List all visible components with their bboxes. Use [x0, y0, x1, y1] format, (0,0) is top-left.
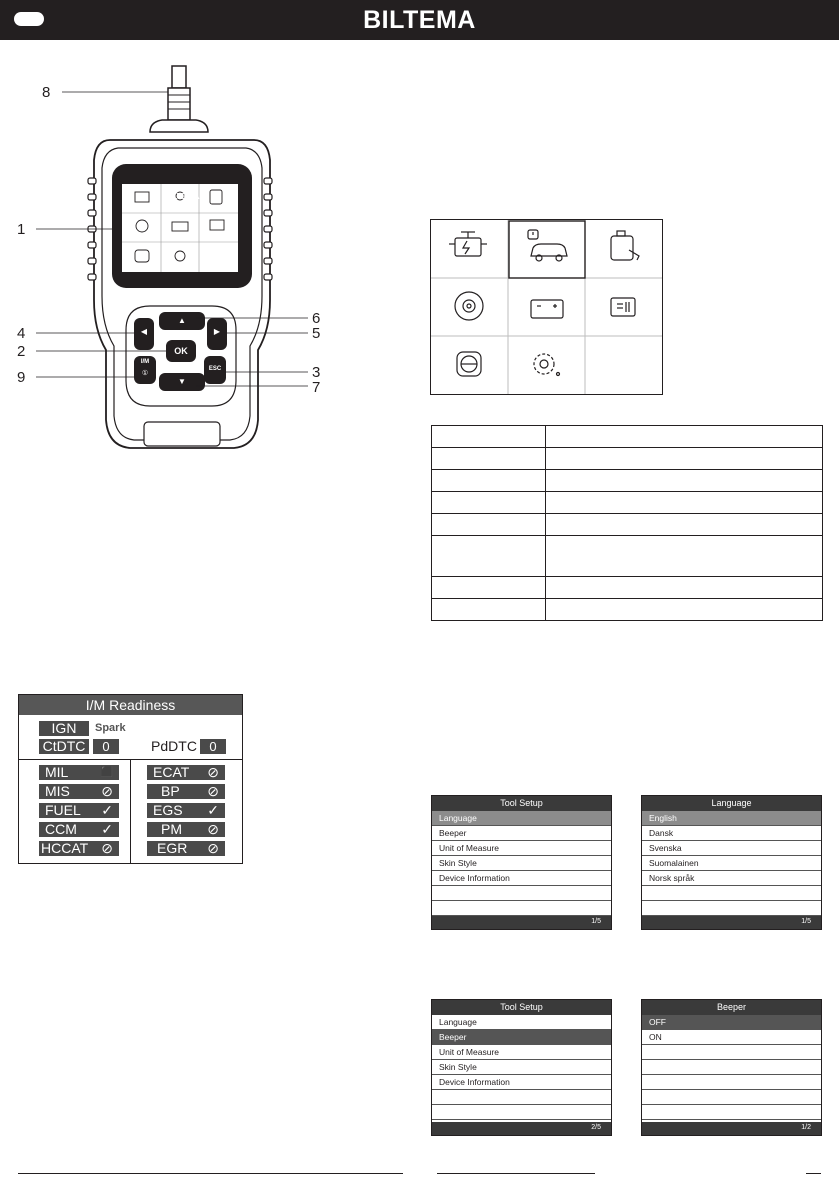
key-left[interactable]: ◀	[140, 327, 148, 336]
table-row	[432, 448, 823, 470]
monitor-mil: MIL ⬛	[39, 765, 119, 780]
check-icon: ✓	[101, 821, 113, 837]
menu-item-beeper[interactable]: Beeper	[432, 826, 611, 841]
monitor-fuel: FUEL ✓	[39, 803, 119, 818]
tool-setup-screen-2	[431, 999, 612, 1136]
pddtc-value: 0	[200, 739, 226, 754]
menu-item-beeper[interactable]: Beeper	[432, 1030, 611, 1045]
menu-item-empty	[642, 1090, 821, 1105]
menu-item-unit[interactable]: Unit of Measure	[432, 841, 611, 856]
check-icon: ✓	[207, 802, 219, 818]
menu-item-on[interactable]: ON	[642, 1030, 821, 1045]
battery-icon	[531, 300, 563, 318]
screen-title: Tool Setup	[432, 1000, 611, 1015]
key-up[interactable]: ▲	[178, 316, 186, 325]
menu-item-empty	[642, 1045, 821, 1060]
ctdtc-label: CtDTC	[39, 739, 89, 754]
menu-grid-svg	[431, 220, 662, 394]
menu-item-skin[interactable]: Skin Style	[432, 1060, 611, 1075]
oil-reset-icon	[611, 231, 639, 260]
key-right[interactable]: ▶	[213, 327, 221, 336]
divider	[130, 759, 131, 863]
table-row	[432, 536, 823, 577]
not-available-icon: ⊘	[101, 783, 113, 799]
device-screen-brand: BILTEMA	[164, 192, 200, 201]
menu-item-empty	[432, 886, 611, 901]
callout-2: 2	[17, 343, 26, 360]
settings-gear-icon	[534, 354, 560, 376]
main-menu-grid	[430, 219, 663, 395]
callout-8: 8	[42, 84, 51, 101]
monitor-egs: EGS ✓	[147, 803, 225, 818]
key-im[interactable]: I/M	[140, 359, 150, 365]
callout-lines	[0, 0, 839, 420]
monitor-ccm: CCM ✓	[39, 822, 119, 837]
throttle-icon	[457, 352, 481, 376]
monitor-ecat: ECAT ⊘	[147, 765, 225, 780]
table-row	[432, 426, 823, 448]
menu-item-language[interactable]: Language	[432, 811, 611, 826]
callout-9: 9	[17, 369, 26, 386]
footer-rule	[437, 1173, 595, 1174]
monitor-pm: PM ⊘	[147, 822, 225, 837]
im-readiness-title: I/M Readiness	[19, 695, 242, 715]
key-im-icon: ①	[141, 370, 149, 377]
menu-item-empty	[432, 901, 611, 916]
menu-item-english[interactable]: English	[642, 811, 821, 826]
menu-item-empty	[642, 886, 821, 901]
monitor-egr: EGR ⊘	[147, 841, 225, 856]
key-esc[interactable]: ESC	[208, 366, 222, 372]
callout-4: 4	[17, 325, 26, 342]
menu-item-device-info[interactable]: Device Information	[432, 871, 611, 886]
menu-item-empty	[642, 901, 821, 916]
footer-rule	[18, 1173, 403, 1174]
menu-item-svenska[interactable]: Svenska	[642, 841, 821, 856]
ign-value: Spark	[95, 722, 126, 734]
beeper-screen	[641, 999, 822, 1136]
callout-5: 5	[312, 325, 321, 342]
table-row	[432, 470, 823, 492]
not-available-icon: ⊘	[207, 783, 219, 799]
module-icon	[611, 298, 635, 316]
monitor-hccat: HCCAT ⊘	[39, 841, 119, 856]
table-row	[432, 599, 823, 621]
screen-footer	[642, 1122, 821, 1135]
menu-item-language[interactable]: Language	[432, 1015, 611, 1030]
ign-label: IGN	[39, 721, 89, 736]
menu-item-empty	[642, 1075, 821, 1090]
brake-icon	[455, 292, 483, 320]
screen-title: Tool Setup	[432, 796, 611, 811]
pddtc-label: PdDTC	[148, 739, 200, 754]
car-info-icon	[528, 230, 567, 261]
brand-logo: BILTEMA	[363, 6, 476, 34]
language-screen	[641, 795, 822, 930]
table-row	[432, 577, 823, 599]
key-ok[interactable]: OK	[174, 346, 188, 356]
callout-3: 3	[312, 364, 321, 381]
engine-diagnostic-icon	[449, 232, 487, 256]
screen-footer	[642, 916, 821, 929]
screen-title: Beeper	[642, 1000, 821, 1015]
screen-footer	[432, 1122, 611, 1135]
monitor-bp: BP ⊘	[147, 784, 225, 799]
menu-item-empty	[432, 1090, 611, 1105]
page-indicator: 1/5	[591, 918, 601, 925]
menu-item-unit[interactable]: Unit of Measure	[432, 1045, 611, 1060]
table-row	[432, 514, 823, 536]
menu-item-norsk[interactable]: Norsk språk	[642, 871, 821, 886]
not-available-icon: ⊘	[207, 821, 219, 837]
page-indicator: 2/5	[591, 1124, 601, 1131]
footer-rule	[806, 1173, 821, 1174]
menu-item-skin[interactable]: Skin Style	[432, 856, 611, 871]
screen-title: Language	[642, 796, 821, 811]
engine-icon: ⬛	[100, 767, 113, 778]
callout-1: 1	[17, 221, 26, 238]
screen-footer	[432, 916, 611, 929]
page-indicator: 1/2	[801, 1124, 811, 1131]
im-readiness-screen	[18, 694, 243, 864]
not-available-icon: ⊘	[207, 764, 219, 780]
menu-item-empty	[642, 1105, 821, 1120]
key-down[interactable]: ▼	[178, 377, 186, 386]
monitor-mis: MIS ⊘	[39, 784, 119, 799]
page-indicator: 1/5	[801, 918, 811, 925]
menu-item-empty	[432, 1105, 611, 1120]
ctdtc-value: 0	[93, 739, 119, 754]
menu-item-suomalainen[interactable]: Suomalainen	[642, 856, 821, 871]
menu-item-dansk[interactable]: Dansk	[642, 826, 821, 841]
tool-setup-screen-1	[431, 795, 612, 930]
menu-item-off[interactable]: OFF	[642, 1015, 821, 1030]
check-icon: ✓	[101, 802, 113, 818]
callout-6: 6	[312, 310, 321, 327]
not-available-icon: ⊘	[207, 840, 219, 856]
table-row	[432, 492, 823, 514]
menu-item-device-info[interactable]: Device Information	[432, 1075, 611, 1090]
callout-7: 7	[312, 379, 321, 396]
spec-table	[431, 425, 823, 621]
menu-item-empty	[642, 1060, 821, 1075]
not-available-icon: ⊘	[101, 840, 113, 856]
